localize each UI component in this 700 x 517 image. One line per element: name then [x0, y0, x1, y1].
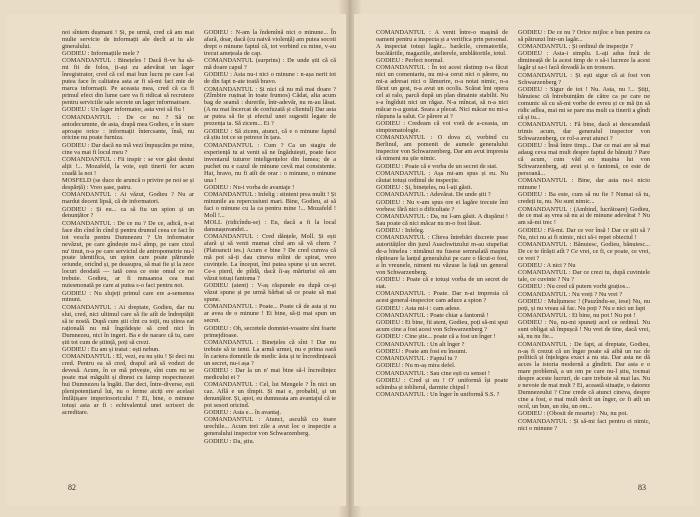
paragraph: COMANDANTUL : Bine, dar asta nu-i nicio minune !	[518, 177, 650, 192]
paragraph: GODIEU : (Obosit de moarte) : Nu, nu pot.	[518, 410, 628, 418]
paragraph: COMANDANTUL : Poate. Dar n-ai impresia că acest general-inspector cam aduce a spion ?	[376, 290, 508, 305]
paragraph: COMANDANTUL : Un înger în uniformă S.S. ?	[376, 391, 500, 399]
paragraph: COMANDANTUL : Și să-mi faci pentru ei nimic, nici o minune ?	[518, 417, 650, 432]
paragraph: COMANDANTUL (surprins) : De unde știi că că mă doare capul ?	[204, 57, 336, 72]
paragraph: GODIEU : Ei bine, fii atent, Godieu, poți să-mi spui acum cine a fost acest von Schwarzenberg ?	[376, 319, 508, 334]
paragraph: COMANDANTUL : Și ești sigur că ai fost von Schwarzenberg ?	[518, 71, 650, 86]
paragraph: COMANDANTUL : Așa mi-am spus și eu. Nu căutat totuși ordinul de inspecție.	[376, 169, 508, 184]
paragraph: GODIEU : Asta e... în avantaj.	[204, 409, 282, 417]
paragraph: GODIEU : Asta nu-i nici o minune : n-așa nerit tot de din fapt n-ate toată bravo.	[204, 71, 336, 86]
paragraph: GODIEU : Fă-mi. Dar ce vor însă ! Dar ce știi să ? Nu, nici nu ai fi nimic, nici să-i repet obiectul !	[518, 226, 650, 241]
paragraph: GODIEU : Nu slujeți primul care ere a-semenea minuni.	[62, 289, 194, 304]
paragraph: COMANDANTUL : O dova zi, vorbind cu Berlinul, am pomenit de aumele generalului inspector von Schwarzenberg. Dar am avut impresia că nimeni nu știe nimic.	[376, 134, 508, 163]
paragraph: COMANDANTUL : Și ordinul de inspecție ?	[518, 43, 633, 51]
paragraph: GODIEU : Poate am fost eu însumi.	[376, 347, 468, 355]
paragraph: GODIEU : A nici ? Nu	[518, 262, 576, 270]
right-page-column-2	[518, 30, 650, 433]
paragraph: COMANDANTUL : Poate... Poate că de asta și nu ar avea de o minune ! Ei bine, să-ți mai spun un secret.	[204, 303, 336, 325]
paragraph: COMANDANTUL : Un alt înger ?	[376, 340, 465, 348]
paragraph: GODIEU : Credeam că voi voră de a-ceasta, un simptomatologie.	[376, 120, 508, 135]
paragraph: COMANDANTUL : Atunci, ascultă cu toare urechile... Acum trei zile a avut loc o inspecție a generalului inspector von Schwarzenberg.	[204, 416, 336, 438]
paragraph: GODIEU : Informațiile mele ?	[62, 50, 140, 58]
paragraph: GODIEU : Perfect normal.	[376, 57, 444, 65]
paragraph: GODIEU : Un lager informator, asta vrei să fiu !	[62, 106, 185, 114]
right-page	[354, 14, 694, 506]
paragraph: GODIEU : N-am la îndemînă nici o minune... În afară, doar, dacă (cu naivă violență) am putea socoti drept o minune faptul că, tot vorbind cu mine, v-au trecut amețeala de cap.	[204, 29, 336, 57]
paragraph: GODIEU : Oh, secretele domniei-voastre sînt foarte primejdioase.	[204, 324, 336, 339]
paragraph: GODIEU : Asta mi-i : cam adese.	[376, 304, 461, 312]
left-page-column-2	[204, 30, 336, 446]
left-page	[6, 14, 346, 506]
paragraph: GODIEU : De ce nu ? Orice mijloc e bun pentru ca să pătrunzi într-un lagăr...	[518, 29, 650, 43]
paragraph: GODIEU : Dar la un n' mai bine să-l încredințez medicului ei ?	[204, 366, 336, 381]
paragraph: GODIEU : Nu-i vorba de avantaje !	[204, 183, 295, 191]
paragraph: MOLL (ridicîndu-se) : Eu, dacă a fi la local dansnașuvandei...	[204, 219, 336, 234]
paragraph: COMANDANTUL : Fii inspir : se vor găsi destui alții !... Mozafeld, la voie, ești tinerii fer acum coadă la noi !	[62, 155, 194, 177]
paragraph: noi sîntem dușmani ! Și, pe urmă, cred că am mai multe servicie de informații ale decît ai tu ale gineralului.	[62, 29, 194, 50]
paragraph: COMANDANTUL : (Ambind, lucrătoare) Godieu, de ce mai aș vrea să nu ai de minune adevărat ? Nu am să-mi trec !	[518, 205, 650, 227]
paragraph: COMANDANTUL : De ce nu ? Să ne antodecumnte, de asta, drapă mea Godieu, e în stare aproape orice : informații întercsante, însă, nu oricine nu poate furniza.	[62, 113, 194, 142]
paragraph: GODIEU : Însă între timp... Dar ce mai are să mai adaug ceva mai mult despre faptul de bănuiți ? Pare că acum, cum văd eu mașina lui von Schwarzenberg, ați avut și o fantomă, ce este de persoană...	[518, 142, 650, 177]
paragraph: GODIEU : Dar dacă nu mă vezi împușcăm pe mine, cine va mai fi locul meu ?	[62, 141, 194, 156]
paragraph: GODIEU : Și eu... ca să fiu un spion și un denunțător ?	[62, 205, 194, 220]
paragraph: GODIEU : Nu v-am spus ore ei lagăre trecute îmi vorbesc fără nici o dificultate ?	[376, 198, 508, 213]
paragraph: COMANDANTUL : În tot acest răstimp n-a făcut nici un comentariu, nu mi-a cerut nici o părere, nu mi-a adresat nici o lămurire, n-a notat nimic, n-a făcut un gest, n-a avut un ocolis. Scărat îmi opera cel ai ralo, parcă după un plan dinainte stabilit. Nu s-a îngîduit nici un răgaz. N-a mîncat, să n-a nici măcar n-a gustat. Seara a plecat. Nici măcar nu mi-a răspuns la salut. Ce părere ai ?	[376, 64, 508, 121]
page-number: 83	[638, 483, 646, 492]
paragraph: COMANDANTUL : Fă bine, dacă ai deocamdată trimis acum, dar generalul inspector von Schwarzenberg, ce rol-a avut atunci ?	[518, 120, 650, 142]
paragraph: COMANDANTUL : De fapt, ai dreptate, Godieu, n-aș fi crezut că un înger poate să aibă un rac de politică și înțelegea exact a nu sta. Dar asta ne dă acces la istoria modernă a gîndirii. Dar asta e o mare problemă, a un om pe care nu-l știu, tocmai despre aceste lucruri, de care trebuie să mai las. Nu e nevoie de mai mult ? Ei, această situație, o datorez Dumnezeului ? Cine crede că atunci cineva, despre cine a fost, e mai mult decît un înger, ce fi atît un ocol, un bun, un rău, un om...	[518, 340, 650, 411]
paragraph: GODIEU : Infeleg.	[376, 226, 425, 234]
paragraph: COMANDANTUL : A venit între-o mașină de oameni pentru a inspecta și a veriifica prin personal. A inspectat totuși lagăr... barăcile, crematoriile, bucătăriile, magaziile, atelierele, umblătoriile, totul.	[376, 29, 508, 57]
paragraph: GODIEU : Asta-i simplu. L-ați adus încă de dimineață de la acest timp de o să-i lucreze la acest lagăr și sa-i facă dovadă la un tronson.	[518, 50, 650, 72]
paragraph: COMANDANTUL : Da, nu l-am găsit. A dispărut ! Sau poate că nici măcar nu m-o fost lăsat.	[376, 212, 508, 227]
paragraph: COMANDANTUL : Nu vreți ? Nu vrei ?	[518, 290, 623, 298]
paragraph: GODIEU : Să zicem, atunci, că e o minune faptul că știu tot ce se petrece în țara.	[204, 127, 336, 142]
paragraph: COMANDANTUL : Și nici că nu mă mai doare ? (Zîmbire rușinat în toate frumos) Cădat, alta acum bag de seamă : durerile, într-adevăr, nu m-au lăsat. (A nu mai încercat de confuzată și clientul) Dar asta ar putea să fie și efectul unei sugestii legate de prezența ta. Să zicem... Ei ?	[204, 85, 336, 128]
paragraph: COMANDANTUL : Ai văzut, Godieu ? Nu ar mardut decent lipsă, că de informatori.	[62, 191, 194, 206]
paragraph: GODIEU : Și, binețeles, nu l-ați găsit.	[376, 184, 473, 192]
paragraph: GODIEU : Nu m-aș mira defel.	[376, 362, 456, 370]
right-page-column-1	[376, 30, 508, 399]
paragraph: GODIEU : Eu am și tratat : ești nebun.	[62, 345, 160, 353]
paragraph: GODIEU : Ba este, cum să nu fie ? Numai că tu, credeți tu, nu. Nu sunt nimic...	[518, 191, 650, 206]
paragraph: COMANDANTUL : El, vezi, eu nu știu ! Și deci nu cred. Pentru ea să cred, drapul ară să vodezi de devesă. Acum, în ce mă privește, sînt cum nu se poate mai măgulit și dinnst cu faimp respectuozei hui Dumnezeu la îngăti. Dar deci, între-diverse, ești plenipotențiarul lui, nu o ferme aiciți ere același îmfățișare imperiosoricului ? Ei, bine, o minune totuși asta ar fi : echivalentul unei scrisori de acreditare.	[62, 353, 194, 416]
paragraph: GODIEU : Poate că e vorba de un secret de stat.	[376, 162, 498, 170]
paragraph: COMANDANTUL : Bănuiesc, Godieu, bănuiesc... De ce te tîrăști atît ? Ce vrei, ce fi, ce poate, ce vrei, ce vrei ?	[518, 240, 650, 262]
paragraph: COMANDANTUL : Infelig : stinteni prea multi ! Și minunile au repercusiuni mari. Bine, Godieu, ai să faci o minune cu la ca pentru mine !... Mozafeld ! Moll !...	[204, 191, 336, 219]
paragraph: COMANDANTUL : Binețeles că sînt ! Dar nu trebuie să te temi. La armă urmei, nu e prima oară în cariera domniile de medic ăsta și te încredințează un secret, nu-i așa ?	[204, 338, 336, 367]
paragraph: COMANDANTUL : Adevărat. De unde știi ?	[376, 191, 491, 199]
paragraph: COMANDANTUL : Faptul tu ?	[376, 355, 457, 363]
paragraph: COMANDANTUL : Ei bine, nu pot ! Nu pot !	[518, 312, 636, 320]
paragraph: GODIEU : Cred și eu ! O' uniformă își poate schimba și toblierul, darmite chipul !	[376, 376, 508, 391]
paragraph: COMANDANTUL : Cel, lui Mengele ? În nici un caz. Află e un tîmpit. Și mai e, probabil, și un denunțător. Și, apoi, eu dumneata am avantajul că te pot sesori oricind.	[204, 381, 336, 409]
paragraph: COMANDANTUL : Dar ce crezi tu, după cuvintele tale, ce cuvinte ? Nu ?	[518, 269, 650, 284]
paragraph: COMANDANTUL : Binețeles ! Dacă fi-ve ha să-mi fii de folos, ți-ași zu adevărat un lager înregistrator, cred că cel mai bun lucru pe care l-ai putea face în calitatea asta ar fi să-mi faci mie de marca informații. Pe aceasta mea, cred că ca fi primul efect din lume care va fi ridicat să recruteze pentru serviciile sale secrete un lager informatoare.	[62, 57, 194, 107]
paragraph: GODIEU : Cine știe... poate că a fost un înger !	[376, 333, 496, 341]
paragraph: MOSFELD (se duce de aruncă o privire pe noi se și despărță) : Vreo șase, patru.	[62, 177, 194, 192]
paragraph: GODIEU : Poate că e totuși vorba de un secret de stat.	[376, 276, 508, 291]
paragraph: GODIEU : Da, știu.	[204, 437, 255, 445]
paragraph: GODIEU : Sigur de tot ! Nu. Asta, nu !... Știți, bănuiesc că întrebuințăm de către ca pe care ne comunic să cu să-mi vorbe de evreu și ce mă țin să ridic adlea, mai mi se pare ma mult ca tinerii a gîndi că și tu...	[518, 85, 650, 121]
paragraph: COMANDANTUL : Poate chiar a fantomă !	[376, 311, 489, 319]
paragraph: GODIEU : Nu cred că putem vorbi grațios...	[518, 283, 630, 291]
paragraph: GODIEU (atent) : V-aș răspunde eu după ce-și văzut spune și pe urmă bărbat să ce poate să mai spune.	[204, 282, 336, 304]
paragraph: GODIEU : Nu, nu-mi spuneți acel ce ordinul. Nu sunt obligat să împușcă ! Nu vrei de tine, dacă vrei, să, nu nu fie...	[518, 319, 650, 341]
left-page-column-1	[62, 30, 194, 417]
paragraph: COMANDANTUL : Cred dănțele, Moll. Și ești afară și să venii mumai cînd am să vă chem ? (Platoancii ies.) Acum e bine ? De cred cumva că mă pot să-ți dau cineva mîini de spirat, vreo cuvințele. La început, îmi putea spune și un secret. Ce-s pierd, de pildă, dacă îi-aș mărturisi eă am văzut totuși fantoma ?	[204, 233, 336, 283]
paragraph: COMANDANTUL : Sau cine ești cu sensei !	[376, 369, 490, 377]
paragraph: COMANDANTUL : Ai dreptate, Godieu, dar nu slut, cred, nici ultimul care să fie atît de îndreptățit să te nostă. După cum știi cînt cu toții, nu știrea eat rațională nu mă îngrădește să cred nici în Dumnezeu, nici în ingeri. Ba e de narare că tu, care știi tot cum de știință, poți să crezi.	[62, 303, 194, 346]
page-number: 82	[68, 483, 76, 492]
paragraph: COMANDANTUL : Cîteva întrebări discrete puse autorităților din jurul Auschwitzului m-au stupefiat de-a binelea : nimănui nu fusese semnalată mașina răpitoare la lanțul generalului pe care o făcut-o fost, a în vreunele, nimeni nu văzuse la față un general von Schwarzenberg.	[376, 234, 508, 276]
paragraph: COMANDANTUL : De ce nu ? De ce, adică, n-ai face din cînd în cînd ți pentru drumul ceea ce faci în tot vesclu pentru Dumnezeu ? Un informator nevăzut, pe care gîndește nu-l aîmp, pe care cizul nu' tinut, n-a pe care serviciul de antropometrie nu-l poate identifica, un spion care poate pătrunde oriunde, oricînd și, pe deasupra, să mai fie și la zece locuri deodată — iată ceea ce este omul ce ne trebuie. Godieu, ar fi mmaanoa cea mai nuiesmonată pe care ai putea s-o faci pentru noi.	[62, 219, 194, 290]
paragraph: GODIEU : Mulțumesc ! (Pauzîndu-se, iese) Nu, nu poți, și nu vreau să fac. Nu poți ? Nu e nici un fapt	[518, 297, 650, 312]
paragraph: COMANDANTUL : Cum ? Ca un stagiu de experiență tu ai venit să ne îngăduiești, poate face inventarul tuturor inteligențelor din lumea; de a puchet nu e cazul de minune cevă mai consistente. Hai, bravo, nu fi atît de orar : o minune, o minune una !	[204, 141, 336, 184]
